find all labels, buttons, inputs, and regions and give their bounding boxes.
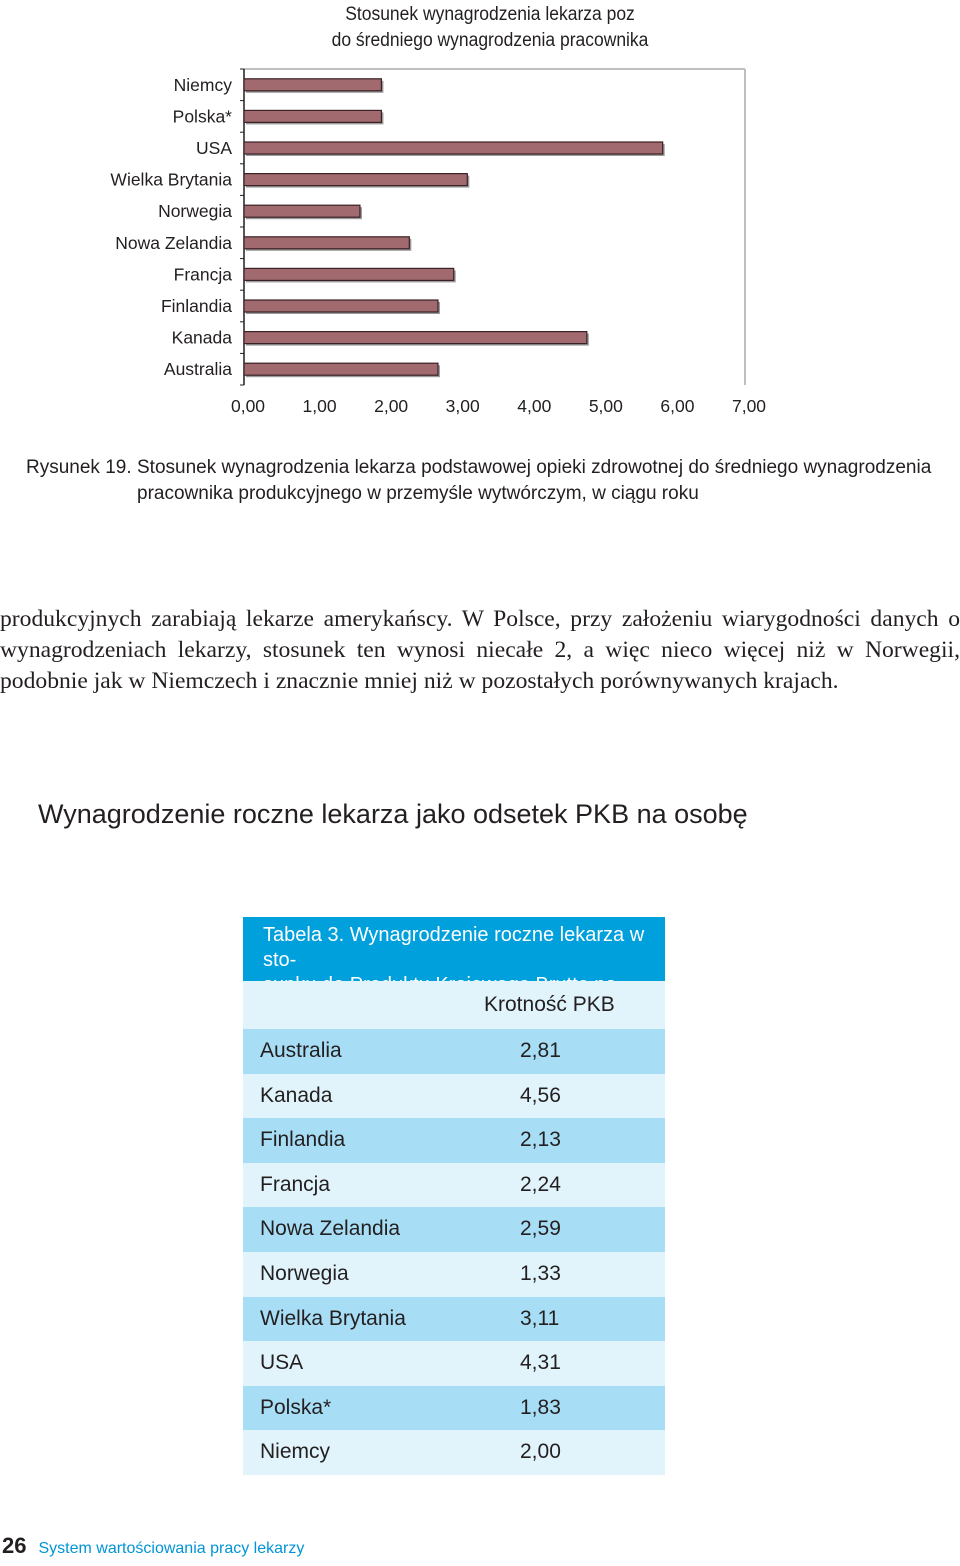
y-tick-label: Australia [163, 359, 232, 380]
table-row [243, 1029, 665, 1074]
x-tick-label: 5,00 [588, 396, 623, 416]
table-row [243, 1207, 665, 1252]
bar [244, 300, 438, 312]
bar [244, 332, 587, 344]
table-cell-value: 3,11 [520, 1306, 560, 1330]
table-cell-country: USA [260, 1351, 304, 1375]
x-tick-label: 6,00 [660, 396, 695, 416]
x-tick-label: 3,00 [445, 396, 480, 416]
table-cell-value: 1,83 [520, 1395, 561, 1419]
table-row [243, 1341, 665, 1386]
footer-title: System wartościowania pracy lekarzy [38, 1540, 305, 1557]
table-cell-value: 4,56 [520, 1083, 561, 1107]
x-tick-label: 4,00 [517, 396, 552, 416]
y-tick-label: Polska* [172, 106, 232, 127]
bar [244, 174, 467, 186]
y-tick-label: Nowa Zelandia [115, 232, 232, 253]
table-cell-country: Kanada [260, 1083, 333, 1107]
table-title-line-1: Tabela 3. Wynagrodzenie roczne lekarza w sto- [263, 924, 645, 971]
table-row [243, 1252, 665, 1297]
figure-caption-label: Rysunek 19. [26, 457, 132, 478]
y-tick-label: Wielka Brytania [110, 169, 232, 190]
y-tick-label: USA [196, 138, 232, 158]
table-row [243, 1163, 665, 1208]
chart-title-line-2: do średniego wynagrodzenia pracownika [331, 30, 649, 51]
bar [244, 237, 409, 249]
table-cell-country: Francja [260, 1172, 331, 1196]
y-tick-label: Francja [173, 264, 232, 285]
x-tick-label: 2,00 [374, 396, 409, 416]
bar [244, 205, 360, 217]
x-tick-label: 1,00 [302, 396, 337, 416]
page-footer [2, 1533, 304, 1563]
table-body [243, 1029, 665, 1475]
gdp-ratio-table [243, 917, 665, 1475]
table-cell-value: 4,31 [520, 1351, 561, 1375]
y-tick-label: Finlandia [160, 296, 232, 316]
bar [244, 110, 381, 122]
y-tick-label: Niemcy [173, 74, 232, 95]
y-tick-label: Norwegia [158, 201, 232, 222]
table-column-header: Krotność PKB [484, 993, 615, 1016]
table-row [243, 1297, 665, 1342]
table-cell-value: 2,59 [520, 1217, 561, 1241]
table-row [243, 1386, 665, 1431]
section-heading: Wynagrodzenie roczne lekarza jako odsetek PKB na osobę [38, 799, 748, 829]
table-cell-country: Polska* [260, 1395, 332, 1419]
table-cell-country: Norwegia [260, 1261, 349, 1285]
table-cell-country: Niemcy [260, 1440, 331, 1464]
bar-chart [0, 0, 960, 430]
table-row [243, 1118, 665, 1163]
table-cell-value: 2,24 [520, 1172, 561, 1196]
body-paragraph: produkcyjnych zarabiają lekarze amerykańscy. W Polsce, przy założeniu wiarygodności danych o wynagrodzeniach lekarzy, stosunek ten wynosi niecałe 2, a więc nieco więcej niż w Norwegii, podobnie jak w Niemczech i znacznie mniej niż w pozostałych porównywanych krajach. [0, 606, 960, 694]
y-tick-label: Kanada [171, 327, 232, 348]
x-tick-label: 0,00 [230, 396, 266, 416]
table-cell-value: 1,33 [520, 1261, 561, 1285]
figure-caption [26, 455, 946, 507]
table-cell-value: 2,13 [520, 1128, 561, 1152]
table-cell-country: Wielka Brytania [260, 1306, 406, 1330]
table-cell-value: 2,81 [520, 1039, 561, 1062]
table-header-row [243, 981, 665, 1029]
bar [244, 79, 381, 91]
table-cell-country: Finlandia [260, 1128, 346, 1152]
bar [244, 142, 663, 154]
x-tick-label: 7,00 [731, 396, 767, 416]
table-cell-country: Australia [260, 1039, 342, 1062]
page-number: 26 [2, 1533, 27, 1558]
table-row [243, 1430, 665, 1475]
bar [244, 268, 454, 280]
table-row [243, 1074, 665, 1119]
chart-title-line-1: Stosunek wynagrodzenia lekarza poz [345, 4, 635, 25]
table-cell-country: Nowa Zelandia [260, 1217, 401, 1241]
table-title [243, 917, 665, 981]
bar [244, 363, 438, 375]
figure-caption-text: Stosunek wynagrodzenia lekarza podstawowej opieki zdrowotnej do średniego wynagrodzenia pracownika produkcyjnego w przemyśle wytwórczym, w ciągu roku [137, 457, 932, 504]
table-cell-value: 2,00 [520, 1440, 561, 1464]
